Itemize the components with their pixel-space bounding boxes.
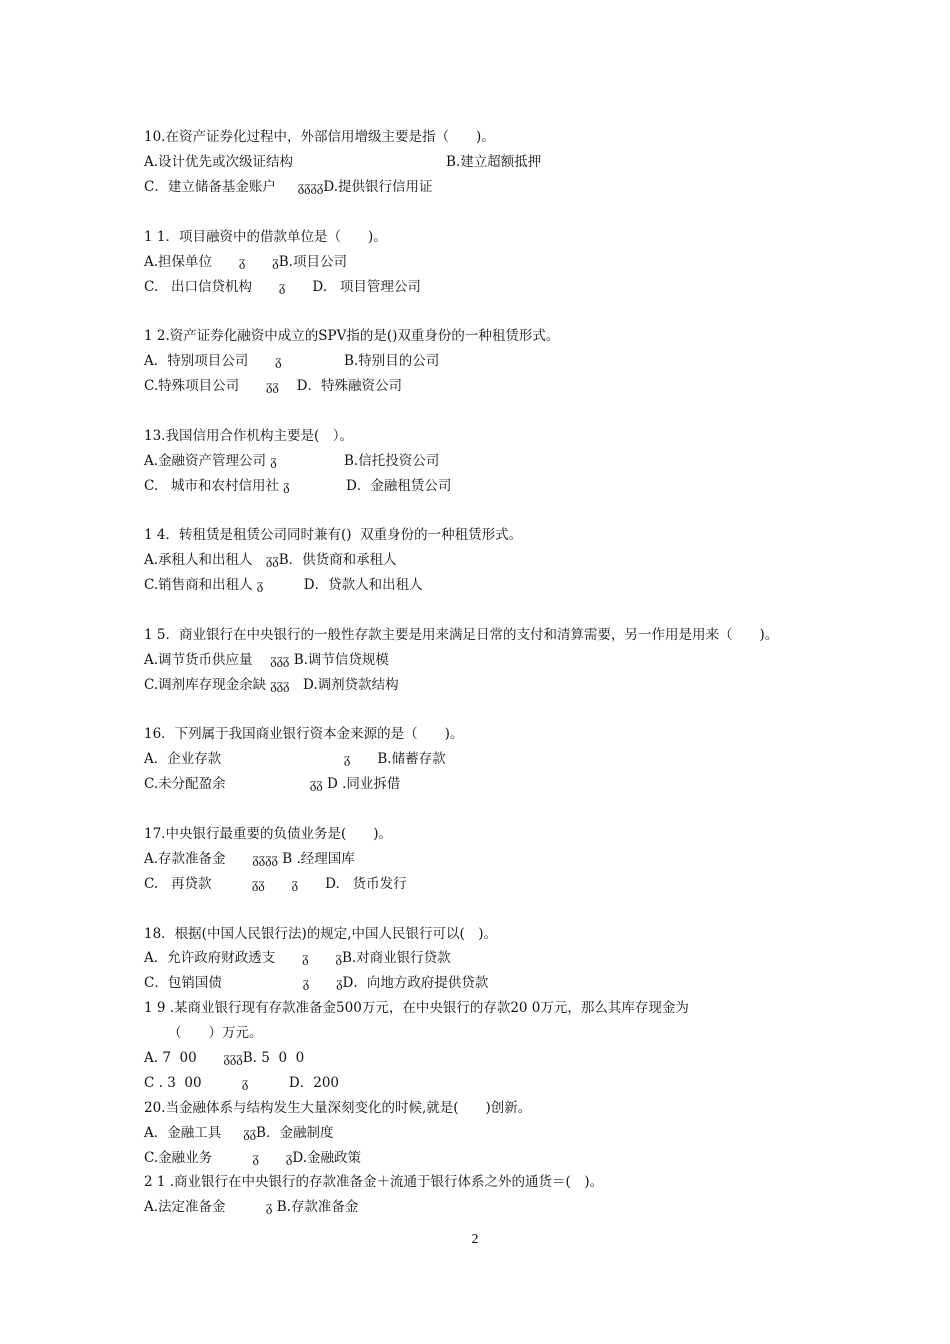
option-a-b: A.存款准备金 ᵹᵹᵹᵹ B .经理国库 bbox=[144, 851, 355, 867]
page-number: 2 bbox=[471, 1232, 479, 1247]
option-a-b: A.法定准备金 ᵹ B.存款准备金 bbox=[144, 1199, 359, 1215]
option-c-d: C.调剂库存现金余缺 ᵹᵹᵹ D.调剂贷款结构 bbox=[144, 677, 399, 693]
option-b: ᵹ B.储蓄存款 bbox=[344, 751, 446, 767]
option-d: ᵹᵹ D .同业拆借 bbox=[310, 776, 401, 792]
question-stem-continued: （ ）万元。 bbox=[168, 1025, 263, 1041]
option-a-b: A. 7 00 ᵹᵹᵹB. 5 0 0 bbox=[144, 1050, 305, 1066]
option-a-b: A.承租人和出租人 ᵹᵹB．供货商和承租人 bbox=[144, 552, 397, 568]
question-stem: 16．下列属于我国商业银行资本金来源的是（ )。 bbox=[144, 726, 464, 742]
question-stem: 1 5．商业银行在中央银行的一般性存款主要是用来满足日常的支付和清算需要，另一作用是用来（ )。 bbox=[144, 627, 779, 643]
option-c-d: C. 再贷款 ᵹᵹ ᵹ D. 货币发行 bbox=[144, 876, 407, 892]
question-stem: 17.中央银行最重要的负债业务是( )。 bbox=[144, 826, 393, 842]
question-stem: 1 4．转租赁是租赁公司同时兼有() 双重身份的一种租赁形式。 bbox=[144, 527, 523, 543]
option-a: A．特别项目公司 ᵹ bbox=[144, 353, 282, 369]
option-a: A.设计优先或次级证结构 bbox=[144, 154, 294, 170]
question-stem: 13.我国信用合作机构主要是( ）。 bbox=[144, 428, 353, 444]
option-c: C. 城市和农村信用社 ᵹ bbox=[144, 478, 290, 494]
option-c-d: C．建立储备基金账户 ᵹᵹᵹᵹD.提供银行信用证 bbox=[144, 179, 433, 195]
option-b: B.特别目的公司 bbox=[344, 353, 440, 369]
option-a-b: A．金融工具 ᵹᵹB．金融制度 bbox=[144, 1125, 334, 1141]
option-c-d: C.金融业务 ᵹ ᵹD.金融政策 bbox=[144, 1150, 361, 1166]
question-stem: 2 1 .商业银行在中央银行的存款准备金＋流通于银行体系之外的通货＝( )。 bbox=[144, 1174, 604, 1190]
option-d: D．金融租赁公司 bbox=[346, 478, 452, 494]
option-a: A．企业存款 bbox=[144, 751, 222, 767]
question-stem: 10.在资产证券化过程中，外部信用增级主要是指（ )。 bbox=[144, 129, 495, 145]
option-a-b: A.调节货币供应量 ᵹᵹᵹ B.调节信贷规模 bbox=[144, 652, 389, 668]
option-c-d: C.销售商和出租人 ᵹ D．贷款人和出租人 bbox=[144, 577, 423, 593]
option-c: C.未分配盈余 bbox=[144, 776, 226, 792]
question-stem: 18．根据(中国人民银行法)的规定,中国人民银行可以( )。 bbox=[144, 926, 498, 942]
question-stem: 1 9 .某商业银行现有存款准备金500万元，在中央银行的存款20 0万元，那么其库存现金为 bbox=[144, 1000, 689, 1016]
question-stem: 1 2.资产证券化融资中成立的SPV指的是()双重身份的一种租赁形式。 bbox=[144, 328, 560, 344]
option-a-b: A．允许政府财政透支 ᵹ ᵹB.对商业银行贷款 bbox=[144, 950, 451, 966]
option-a-b: A.担保单位 ᵹ ᵹB.项目公司 bbox=[144, 254, 347, 270]
option-c-d: C.特殊项目公司 ᵹᵹ D．特殊融资公司 bbox=[144, 378, 402, 394]
option-b: B.建立超额抵押 bbox=[446, 154, 542, 170]
question-stem: 1 1．项目融资中的借款单位是（ )。 bbox=[144, 229, 387, 245]
option-c-d: C. 出口信贷机构 ᵹ D. 项目管理公司 bbox=[144, 279, 421, 295]
option-c-d: C．包销国债 ᵹ ᵹD．向地方政府提供贷款 bbox=[144, 975, 489, 991]
option-b: B.信托投资公司 bbox=[344, 453, 440, 469]
option-a: A.金融资产管理公司 ᵹ bbox=[144, 453, 277, 469]
question-stem: 20.当金融体系与结构发生大量深刻变化的时候,就是( )创新。 bbox=[144, 1100, 532, 1116]
option-c-d: C . 3 00 ᵹ D．200 bbox=[144, 1075, 340, 1091]
